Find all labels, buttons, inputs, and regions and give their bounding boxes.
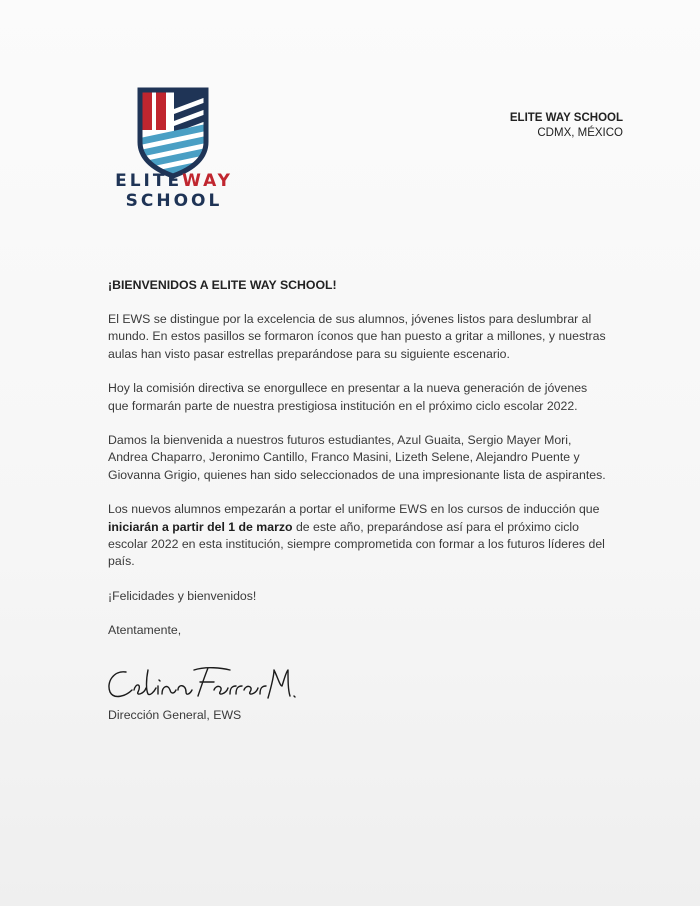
sender-address: [510, 111, 623, 141]
start-date-highlight: iniciarán a partir del 1 de marzo: [108, 519, 293, 534]
letter-congratulations: ¡Felicidades y bienvenidos!: [108, 588, 257, 603]
sender-location: CDMX, MÉXICO: [537, 127, 623, 139]
signer-title: Dirección General, EWS: [108, 708, 242, 722]
school-crest-icon: [134, 84, 212, 180]
letter-paragraph-2: Hoy la comisión directiva se enorgullece en presentar a la nueva generación de jóvenes que formarán parte de nuestra prestigiosa institución en el próximo ciclo escolar 2022.: [108, 381, 588, 413]
letter-paragraph-1: El EWS se distingue por la excelencia de sus alumnos, jóvenes listos para deslumbrar al mundo. En estos pasillos se formaron íconos que han puesto a gritar a millones, y nuestras aulas han visto pasar estrellas preparándose para su siguiente escenario.: [108, 312, 606, 361]
letter-greeting: ¡BIENVENIDOS A ELITE WAY SCHOOL!: [108, 278, 337, 292]
school-wordmark: ELITEWAY SCHOOL: [115, 171, 233, 211]
letter-paragraph-3: Damos la bienvenida a nuestros futuros estudiantes, Azul Guaita, Sergio Mayer Mori, Andrea Chaparro, Jeronimo Cantillo, Franco Masini, Lizeth Selene, Alejandro Puente y Giovanna Grigio, quienes han sido seleccionados de una impresionante lista de aspirantes.: [108, 433, 606, 482]
letter-paragraph-4: Los nuevos alumnos empezarán a portar el uniforme EWS en los cursos de inducción que iniciarán a partir del 1 de marzo de este año, preparándose así para el próximo ciclo escolar 2022 en esta institución, siempre comprometida con formar a los futuros líderes del país.: [108, 502, 605, 568]
sender-name: ELITE WAY SCHOOL: [509, 112, 623, 124]
letter-closing: Atentamente,: [108, 623, 182, 638]
handwritten-signature: [96, 660, 296, 704]
letter-body: [108, 277, 608, 657]
